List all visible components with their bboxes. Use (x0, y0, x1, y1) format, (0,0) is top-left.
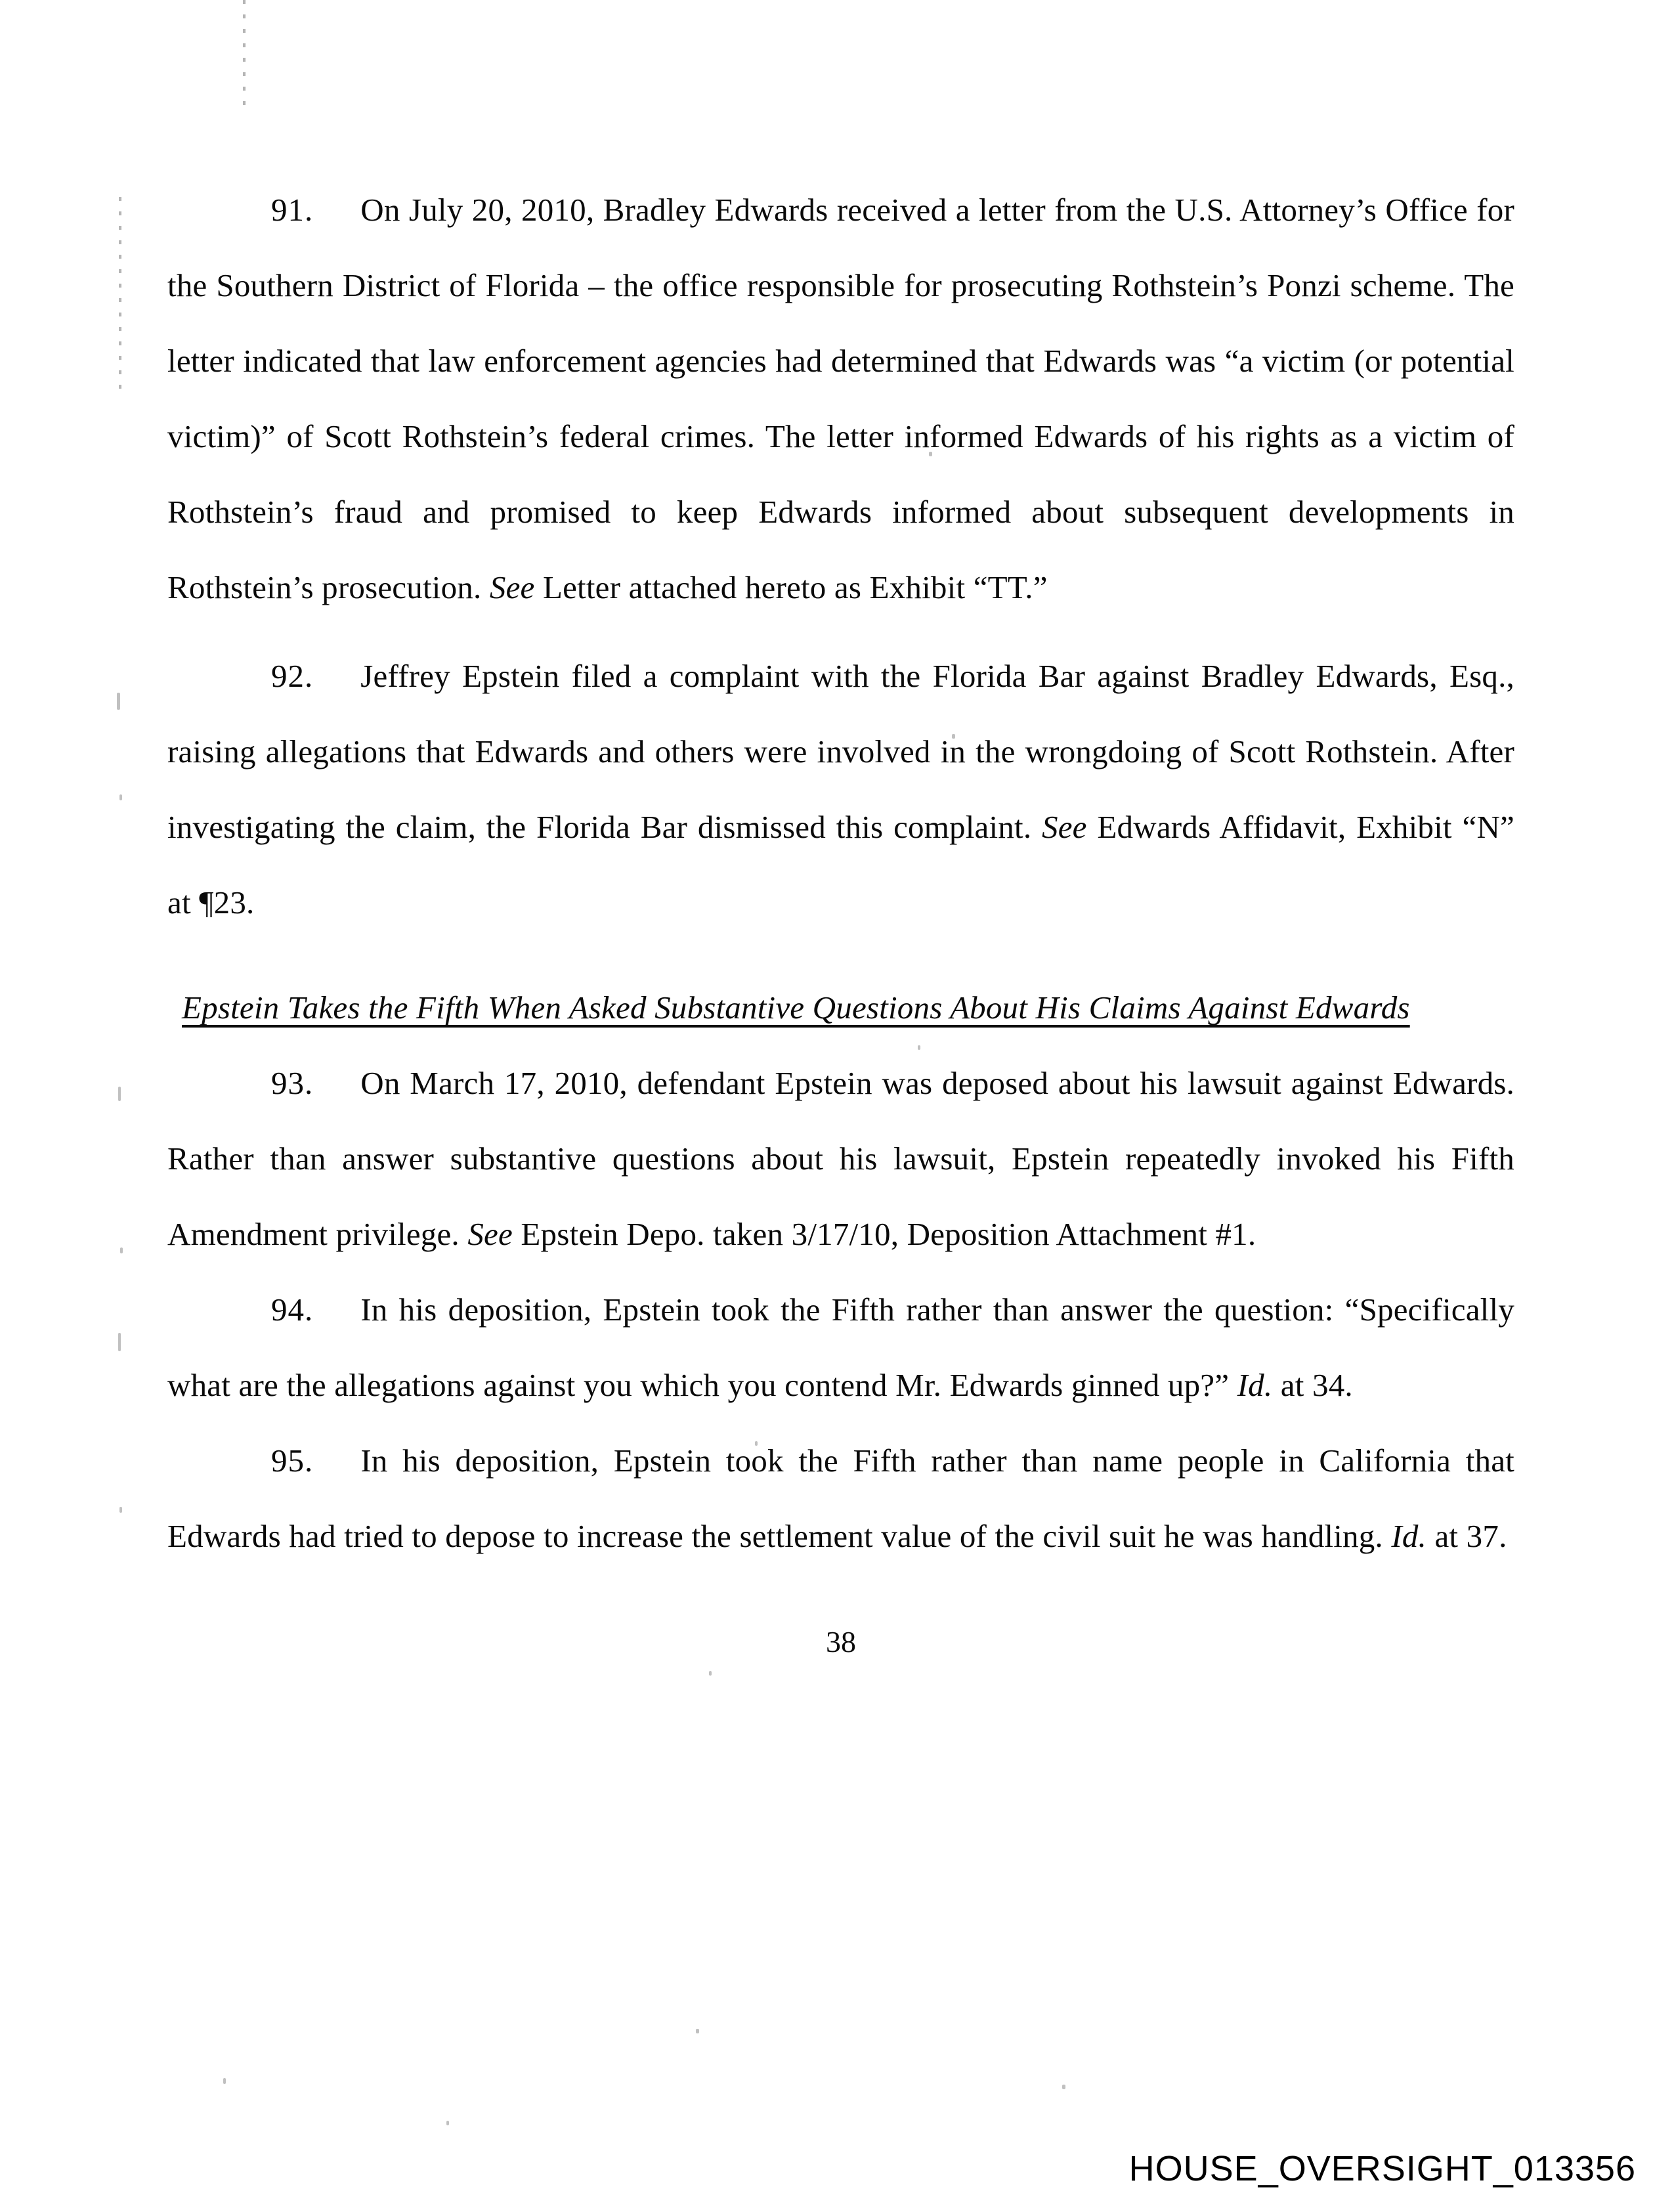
citation-signal: See (489, 569, 535, 605)
scan-artifact (117, 693, 120, 710)
scan-artifact (119, 794, 122, 800)
paragraph-number: 94. (271, 1291, 314, 1328)
citation-signal: Id. (1237, 1367, 1273, 1403)
paragraph-text: at 37. (1427, 1518, 1507, 1554)
scan-artifact (709, 1671, 712, 1676)
paragraph-91 (167, 172, 1514, 625)
scan-artifact (696, 2029, 699, 2033)
scan-artifact (446, 2121, 449, 2125)
section-heading: Epstein Takes the Fifth When Asked Substantive Questions About His Claims Against Edwards (182, 989, 1410, 1026)
paragraph-92 (167, 638, 1514, 940)
paragraph-text: On July 20, 2010, Bradley Edwards received a letter from the U.S. Attorney’s Office for the Southern District of Florida – the office responsible for prosecuting Rothstein’s Ponzi scheme. The letter indicated that law enforcement agencies had determined that Edwards was “a victim (or potential victim)” of Scott Rothstein’s federal crimes. The letter informed Edwards of his rights as a victim of Rothstein’s fraud and promised to keep Edwards informed about subsequent developments in Rothstein’s prosecution. (167, 192, 1514, 605)
scan-artifact (243, 0, 246, 112)
citation-signal: See (1042, 809, 1087, 845)
scan-artifact (119, 197, 121, 394)
paragraph-text: Letter attached hereto as Exhibit “TT.” (534, 569, 1048, 605)
document-body (167, 172, 1514, 1659)
paragraph-text: Jeffrey Epstein filed a complaint with the Florida Bar against Bradley Edwards, Esq., raising allegations that Edwards and others were involved in the wrongdoing of Scott Rothstein. After investigating the claim, the Florida Bar dismissed this complaint. (167, 658, 1514, 845)
paragraph-number: 91. (271, 192, 314, 228)
scan-artifact (223, 2078, 226, 2084)
citation-signal: Id. (1391, 1518, 1427, 1554)
paragraph-number: 95. (271, 1442, 314, 1479)
paragraph-number: 93. (271, 1065, 314, 1101)
scan-artifact (119, 1507, 122, 1513)
scan-artifact (1062, 2085, 1065, 2089)
paragraph-text: In his deposition, Epstein took the Fifth rather than name people in California that Edwards had tried to depose to increase the settlement value of the civil suit he was handling. (167, 1442, 1514, 1554)
paragraph-number: 92. (271, 658, 314, 694)
scan-artifact (120, 1247, 123, 1253)
paragraph-text: Epstein Depo. taken 3/17/10, Deposition Attachment #1. (512, 1216, 1256, 1252)
citation-signal: See (467, 1216, 513, 1252)
paragraph-93 (167, 1045, 1514, 1272)
paragraph-text: Edwards Affidavit, Exhibit “N” at ¶23. (167, 809, 1514, 921)
paragraph-text: In his deposition, Epstein took the Fifth rather than answer the question: “Specifically what are the allegations against you which you contend Mr. Edwards ginned up?” (167, 1291, 1514, 1403)
scan-artifact (118, 1333, 121, 1351)
scan-artifact (118, 1087, 121, 1101)
paragraph-text: On March 17, 2010, defendant Epstein was deposed about his lawsuit against Edwards. Rather than answer substantive questions about his lawsuit, Epstein repeatedly invoked his Fifth Amendment privilege. (167, 1065, 1514, 1252)
bates-stamp: HOUSE_OVERSIGHT_013356 (1128, 2149, 1636, 2188)
paragraph-95 (167, 1423, 1514, 1574)
paragraph-94 (167, 1272, 1514, 1423)
page-number: 38 (826, 1625, 856, 1659)
paragraph-text: at 34. (1272, 1367, 1353, 1403)
